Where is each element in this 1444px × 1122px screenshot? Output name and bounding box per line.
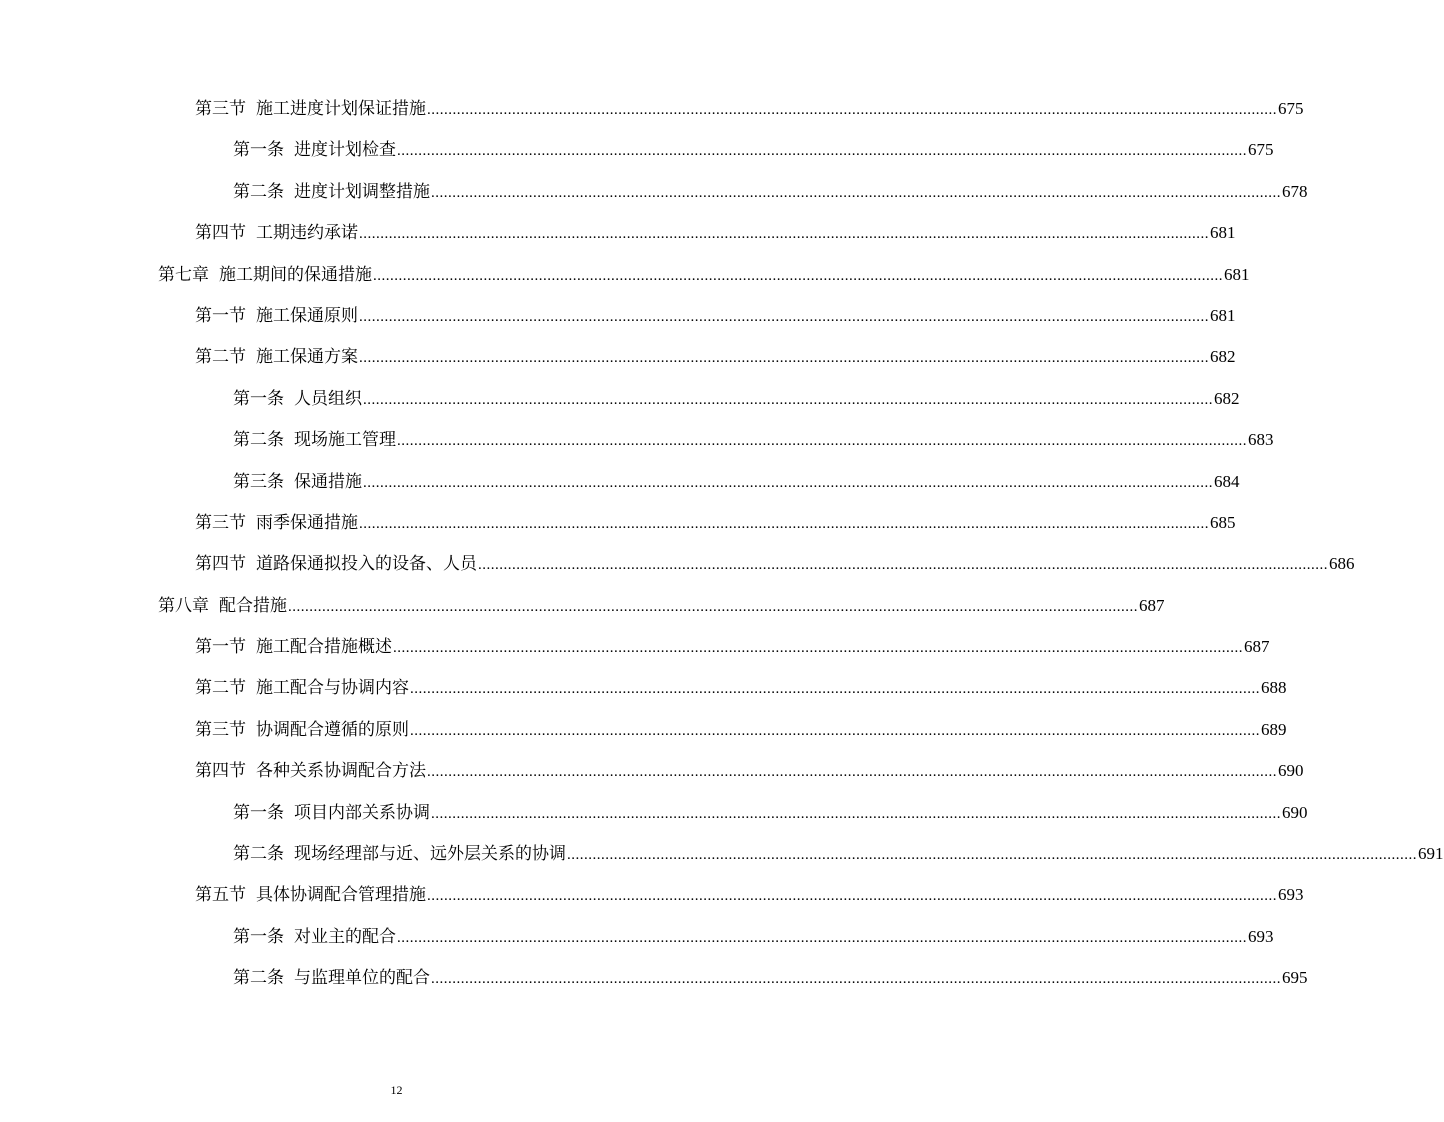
toc-entry-title: 各种关系协调配合方法 [256,761,426,782]
toc-entry-title: 工期违约承诺 [256,223,358,244]
dot-leader: ........................................................................................................................................................................................................ [359,226,1209,243]
dot-leader: ........................................................................................................................................................................................................ [431,184,1281,201]
toc-entry-label: 第一节 [195,637,246,658]
toc-entry-page: 690 [1282,802,1308,822]
dot-leader: ........................................................................................................................................................................................................ [410,722,1260,739]
toc-entry-page: 675 [1278,99,1304,118]
dot-leader: ........................................................................................................................................................................................................ [359,308,1209,325]
toc-entry-page: 691 [1418,844,1444,864]
toc-entry-page: 686 [1329,554,1355,574]
page-number: 12 [390,1083,403,1097]
toc-entry[interactable] [0,585,1165,626]
toc-entry-page: 684 [1214,471,1240,491]
toc-entry[interactable] [0,750,1304,791]
toc-entry-page: 693 [1248,926,1274,946]
toc-entry-label: 第二条 [233,430,284,451]
toc-entry[interactable] [0,502,1236,543]
dot-leader: ........................................................................................................................................................................................................ [431,805,1281,822]
toc-entry-title: 雨季保通措施 [256,512,358,533]
toc-entry-title: 施工保通方案 [256,347,358,368]
dot-leader: ........................................................................................................................................................................................................ [373,267,1223,284]
toc-entry[interactable] [0,792,1308,833]
toc-entry[interactable] [0,626,1270,667]
toc-entry-page: 690 [1278,761,1304,781]
toc-entry-page: 675 [1248,140,1274,160]
toc-entry-title: 具体协调配合管理措施 [256,885,426,906]
dot-leader: ........................................................................................................................................................................................................ [567,847,1417,864]
dot-leader: ........................................................................................................................................................................................................ [363,391,1213,408]
toc-entry-title: 施工期间的保通措施 [219,264,372,285]
toc-entry[interactable] [0,295,1236,336]
toc-entry-title: 施工保通原则 [256,305,358,326]
toc-entry-label: 第二节 [195,678,246,699]
toc-entry-title: 协调配合遵循的原则 [256,719,409,740]
dot-leader: ........................................................................................................................................................................................................ [359,515,1209,532]
dot-leader: ........................................................................................................................................................................................................ [427,102,1277,118]
toc-entry-page: 688 [1261,678,1287,698]
toc-entry-title: 进度计划检查 [294,140,396,161]
toc-entry-title: 人员组织 [294,388,362,409]
toc-entry-label: 第二条 [233,968,284,989]
toc-entry-label: 第二条 [233,181,284,202]
toc-entry-label: 第一条 [233,926,284,947]
toc-entry-title: 保通措施 [294,471,362,492]
toc-entry-label: 第一条 [233,140,284,161]
toc-entry-label: 第一条 [233,802,284,823]
toc-entry[interactable] [0,833,1444,874]
dot-leader: ........................................................................................................................................................................................................ [478,557,1328,574]
toc-entry-title: 对业主的配合 [294,926,396,947]
toc-entry[interactable] [0,378,1240,419]
dot-leader: ........................................................................................................................................................................................................ [427,764,1277,781]
toc-entry-label: 第四节 [195,554,246,575]
toc-entry[interactable] [0,461,1240,502]
toc-entry-page: 683 [1248,430,1274,450]
dot-leader: ........................................................................................................................................................................................................ [393,640,1243,657]
toc-entry-page: 681 [1210,223,1236,243]
dot-leader: ........................................................................................................................................................................................................ [359,350,1209,367]
toc-entry-label: 第一条 [233,388,284,409]
toc-entry-label: 第三节 [195,99,246,119]
toc-entry[interactable] [0,916,1274,957]
toc-entry-title: 现场经理部与近、远外层关系的协调 [294,844,566,865]
toc-entry[interactable] [0,88,1304,129]
dot-leader: ........................................................................................................................................................................................................ [363,474,1213,491]
toc-entry-page: 681 [1210,305,1236,325]
toc-entry-label: 第二条 [233,844,284,865]
toc-entry-page: 678 [1282,181,1308,201]
dot-leader: ........................................................................................................................................................................................................ [410,681,1260,698]
toc-entry-page: 682 [1214,388,1240,408]
toc-entry-label: 第三条 [233,471,284,492]
toc-entry-label: 第三节 [195,719,246,740]
toc-entry[interactable] [0,543,1355,584]
toc-entry-title: 现场施工管理 [294,430,396,451]
dot-leader: ........................................................................................................................................................................................................ [288,598,1138,615]
toc-entry-title: 施工进度计划保证措施 [256,99,426,119]
toc-entry[interactable] [0,419,1274,460]
toc-entry[interactable] [0,171,1308,212]
toc-entry[interactable] [0,212,1236,253]
toc-entry[interactable] [0,336,1236,377]
dot-leader: ........................................................................................................................................................................................................ [397,143,1247,160]
toc-entry[interactable] [0,957,1308,998]
toc-entry-title: 与监理单位的配合 [294,968,430,989]
toc-entry[interactable] [0,129,1274,170]
toc-entry[interactable] [0,254,1250,295]
toc-entry-title: 施工配合措施概述 [256,637,392,658]
toc-entry-page: 687 [1139,595,1165,615]
toc-entry-label: 第三节 [195,512,246,533]
toc-entry-page: 687 [1244,637,1270,657]
dot-leader: ........................................................................................................................................................................................................ [397,929,1247,946]
toc-entry-label: 第五节 [195,885,246,906]
toc-entry-title: 项目内部关系协调 [294,802,430,823]
dot-leader: ........................................................................................................................................................................................................ [427,888,1277,905]
toc-entry-title: 道路保通拟投入的设备、人员 [256,554,477,575]
toc-entry-title: 配合措施 [219,595,287,616]
toc-entry-page: 689 [1261,719,1287,739]
dot-leader: ........................................................................................................................................................................................................ [397,433,1247,450]
toc-entry[interactable] [0,667,1287,708]
toc-entry-label: 第二节 [195,347,246,368]
toc-entry-page: 685 [1210,512,1236,532]
toc-entry[interactable] [0,709,1287,750]
toc-entry-page: 693 [1278,885,1304,905]
toc-entry-page: 681 [1224,264,1250,284]
toc-entry-page: 682 [1210,347,1236,367]
toc-entry-label: 第七章 [158,264,209,285]
toc-entry-label: 第八章 [158,595,209,616]
toc-entry[interactable] [0,874,1304,915]
toc-entry-page: 695 [1282,968,1308,988]
toc-entry-label: 第四节 [195,223,246,244]
toc-entry-title: 进度计划调整措施 [294,181,430,202]
toc-entry-label: 第四节 [195,761,246,782]
dot-leader: ........................................................................................................................................................................................................ [431,971,1281,988]
toc-entry-label: 第一节 [195,305,246,326]
table-of-contents [0,88,1444,999]
toc-entry-title: 施工配合与协调内容 [256,678,409,699]
